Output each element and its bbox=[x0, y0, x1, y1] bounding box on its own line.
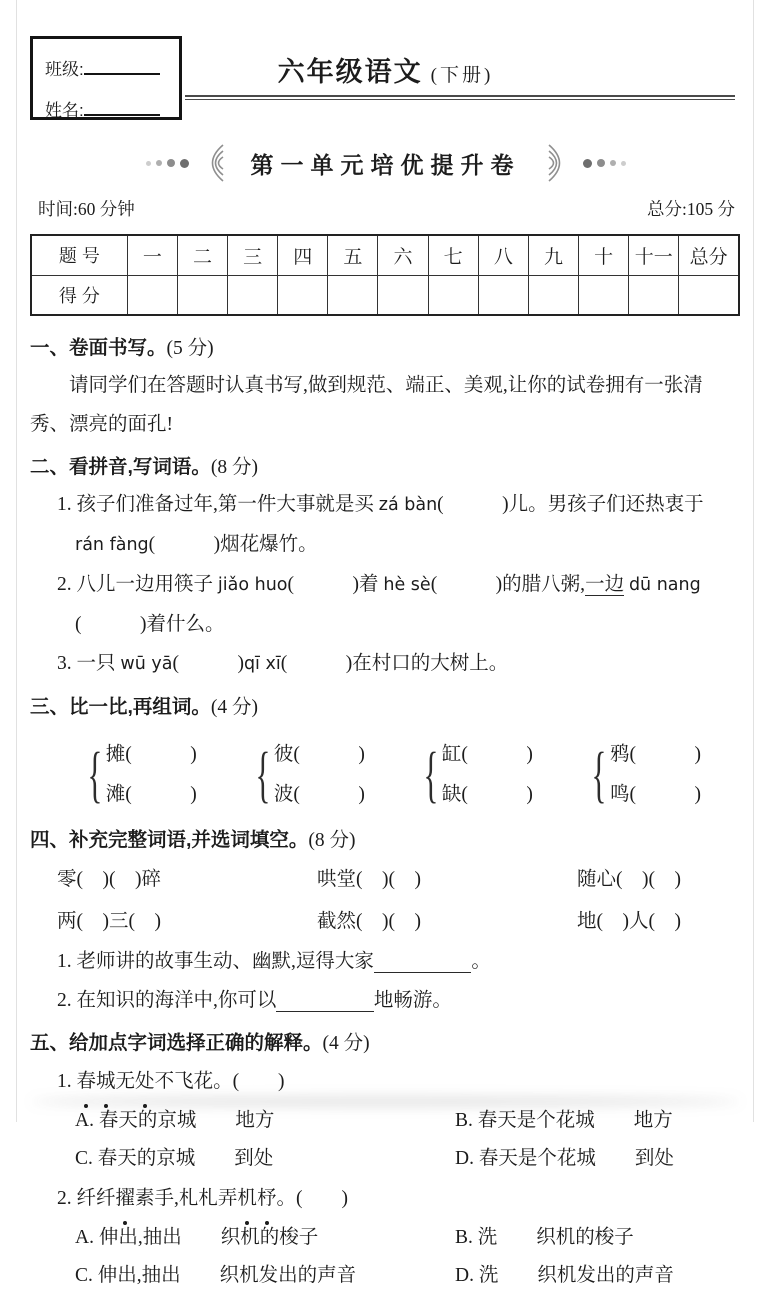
char-bottom: 缺 bbox=[441, 784, 462, 805]
score-cell bbox=[228, 275, 278, 315]
paper-title: 六年级语文 bbox=[277, 57, 423, 87]
answer-parens: ( ) bbox=[629, 784, 701, 805]
option-c: C. 伸出,抽出 织机发出的声音 bbox=[75, 1265, 357, 1286]
option-a: A. 伸出,抽出 织机的梭子 bbox=[75, 1227, 319, 1248]
char-bottom: 波 bbox=[273, 784, 294, 805]
brace-icon: { bbox=[591, 741, 607, 809]
option-b: B. 春天是个花城 地方 bbox=[455, 1110, 673, 1131]
choice-question-1-stem bbox=[30, 1061, 741, 1102]
pinyin-item-3 bbox=[30, 644, 741, 684]
option-d: D. 洗 织机发出的声音 bbox=[455, 1265, 674, 1286]
question-sections bbox=[30, 331, 741, 1295]
section1-score: (5 分) bbox=[166, 338, 214, 359]
compare-group-4 bbox=[584, 735, 701, 815]
scan-edge-left bbox=[16, 0, 17, 1122]
char-top: 彼 bbox=[273, 744, 294, 765]
section4-title: 四、补充完整词语,并选词填空。 bbox=[30, 829, 309, 851]
section3-score: (4 分) bbox=[210, 697, 259, 718]
section1-title: 一、卷面书写。 bbox=[30, 337, 167, 359]
fill-item-1 bbox=[30, 942, 741, 981]
option-c: C. 春天的京城 到处 bbox=[75, 1148, 274, 1169]
section5-score: (4 分) bbox=[322, 1033, 370, 1054]
col-2: 二 bbox=[177, 235, 227, 275]
idiom: 随心( )( ) bbox=[577, 869, 681, 890]
scan-edge-right bbox=[753, 0, 754, 1122]
option-d: D. 春天是个花城 到处 bbox=[455, 1148, 674, 1169]
col-4: 四 bbox=[278, 235, 328, 275]
score-cell bbox=[177, 275, 227, 315]
banner-swoosh-left-icon bbox=[199, 142, 225, 184]
section4-heading bbox=[30, 823, 741, 858]
answer-parens: ( ) bbox=[125, 744, 197, 765]
total-score: 总分:105 分 bbox=[647, 199, 735, 219]
char-top: 鸦 bbox=[609, 744, 630, 765]
col-7: 七 bbox=[428, 235, 478, 275]
unit-banner bbox=[0, 142, 771, 184]
question-number: 1. bbox=[57, 1071, 72, 1092]
item-text: rán fàng( )烟花爆竹。 bbox=[75, 534, 318, 555]
char-top: 缸 bbox=[441, 744, 462, 765]
choice-question-2-stem bbox=[30, 1178, 741, 1219]
idiom: 两( )三( ) bbox=[57, 911, 161, 932]
time-limit: 时间:60 分钟 bbox=[38, 199, 135, 219]
brace-icon: { bbox=[423, 741, 439, 809]
item-number: 3. bbox=[57, 653, 72, 674]
option-a: A. 春天的京城 地方 bbox=[75, 1110, 275, 1131]
idiom: 地( )人( ) bbox=[577, 911, 681, 932]
score-cell bbox=[629, 275, 679, 315]
brace-icon: { bbox=[255, 741, 271, 809]
compare-words-row bbox=[30, 725, 741, 817]
section3-heading bbox=[30, 690, 741, 725]
question-number: 2. bbox=[57, 1188, 72, 1209]
answer-parens: ( ) bbox=[293, 744, 365, 765]
choice-question-2-options bbox=[30, 1219, 741, 1295]
col-9: 九 bbox=[528, 235, 578, 275]
unit-banner-title: 第一单元培优提升卷 bbox=[250, 151, 521, 178]
section2-heading bbox=[30, 450, 741, 485]
item-number: 2. bbox=[57, 574, 72, 595]
score-table-header-row bbox=[31, 235, 739, 275]
question-number-label: 题 号 bbox=[31, 235, 127, 275]
idiom-row-1 bbox=[30, 858, 741, 900]
class-field bbox=[45, 55, 169, 80]
item-text: 孩子们准备过年,第一件大事就是买 zá bàn( )儿。男孩子们还热衷于 bbox=[76, 494, 704, 515]
answer-parens: ( ) bbox=[629, 744, 701, 765]
class-blank-line bbox=[84, 61, 160, 75]
section2-score: (8 分) bbox=[210, 457, 259, 478]
compare-group-3 bbox=[416, 735, 533, 815]
score-cell bbox=[579, 275, 629, 315]
col-1: 一 bbox=[127, 235, 177, 275]
score-cell bbox=[478, 275, 528, 315]
item-text: 一只 wū yā( )qī xī( )在村口的大树上。 bbox=[76, 653, 509, 674]
idiom: 截然( )( ) bbox=[317, 911, 421, 932]
section5-heading bbox=[30, 1026, 741, 1061]
class-label: 班级: bbox=[45, 60, 84, 79]
banner-dots-left-icon bbox=[146, 159, 189, 168]
score-cell bbox=[278, 275, 328, 315]
col-6: 六 bbox=[378, 235, 428, 275]
section1-body: 请同学们在答题时认真书写,做到规范、端正、美观,让你的试卷拥有一张清秀、漂亮的面孔! bbox=[30, 375, 703, 435]
paper-volume: (下册) bbox=[430, 65, 494, 86]
meta-row bbox=[38, 196, 735, 221]
pinyin-item-1 bbox=[30, 485, 741, 565]
idiom-row-2 bbox=[30, 900, 741, 942]
choice-question-1-options bbox=[30, 1102, 741, 1178]
banner-dots-right-icon bbox=[583, 159, 626, 168]
section5-title: 五、给加点字词选择正确的解释。 bbox=[30, 1032, 323, 1054]
section4-score: (8 分) bbox=[308, 830, 356, 851]
score-label: 得 分 bbox=[31, 275, 127, 315]
char-bottom: 鸣 bbox=[609, 784, 630, 805]
col-11: 十一 bbox=[629, 235, 679, 275]
idiom: 哄堂( )( ) bbox=[317, 869, 421, 890]
item-number: 1. bbox=[57, 494, 72, 515]
name-blank-line bbox=[84, 102, 160, 116]
col-3: 三 bbox=[228, 235, 278, 275]
col-10: 十 bbox=[579, 235, 629, 275]
brace-icon: { bbox=[87, 741, 103, 809]
option-b: B. 洗 织机的梭子 bbox=[455, 1227, 634, 1248]
banner-swoosh-right-icon bbox=[547, 142, 573, 184]
compare-group-2 bbox=[248, 735, 365, 815]
answer-parens: ( ) bbox=[293, 784, 365, 805]
item-number: 2. bbox=[57, 990, 72, 1011]
char-top: 摊 bbox=[105, 744, 126, 765]
col-8: 八 bbox=[478, 235, 528, 275]
score-cell bbox=[378, 275, 428, 315]
answer-parens: ( ) bbox=[461, 744, 533, 765]
score-cell bbox=[679, 275, 739, 315]
stem-text: 纤纤擢素手,札札弄机杼。( ) bbox=[77, 1188, 348, 1209]
section2-title: 二、看拼音,写词语。 bbox=[30, 456, 211, 478]
pinyin-item-2 bbox=[30, 565, 741, 644]
title-double-rule bbox=[185, 95, 735, 100]
compare-group-1 bbox=[80, 735, 197, 815]
answer-parens: ( ) bbox=[125, 784, 197, 805]
item-number: 1. bbox=[57, 951, 72, 972]
score-table-score-row bbox=[31, 275, 739, 315]
name-field bbox=[45, 96, 169, 121]
item-text: 老师讲的故事生动、幽默,逗得大家 。 bbox=[76, 951, 491, 972]
stem-text: 春城无处不飞花。( ) bbox=[77, 1071, 285, 1092]
score-table bbox=[30, 234, 740, 316]
answer-parens: ( ) bbox=[461, 784, 533, 805]
col-total: 总分 bbox=[679, 235, 739, 275]
col-5: 五 bbox=[328, 235, 378, 275]
section3-title: 三、比一比,再组词。 bbox=[30, 696, 211, 718]
item-text: ( )着什么。 bbox=[75, 614, 225, 635]
score-cell bbox=[127, 275, 177, 315]
score-cell bbox=[428, 275, 478, 315]
fill-item-2 bbox=[30, 981, 741, 1020]
student-info-box bbox=[30, 36, 182, 120]
char-bottom: 滩 bbox=[105, 784, 126, 805]
score-cell bbox=[328, 275, 378, 315]
name-label: 姓名: bbox=[45, 101, 84, 120]
item-text: 八儿一边用筷子 jiǎo huo( )着 hè sè( )的腊八粥,一边 dū nang bbox=[76, 574, 701, 595]
section1-heading bbox=[30, 331, 741, 366]
item-text: 在知识的海洋中,你可以 地畅游。 bbox=[76, 990, 452, 1011]
score-cell bbox=[528, 275, 578, 315]
idiom: 零( )( )碎 bbox=[57, 869, 161, 890]
